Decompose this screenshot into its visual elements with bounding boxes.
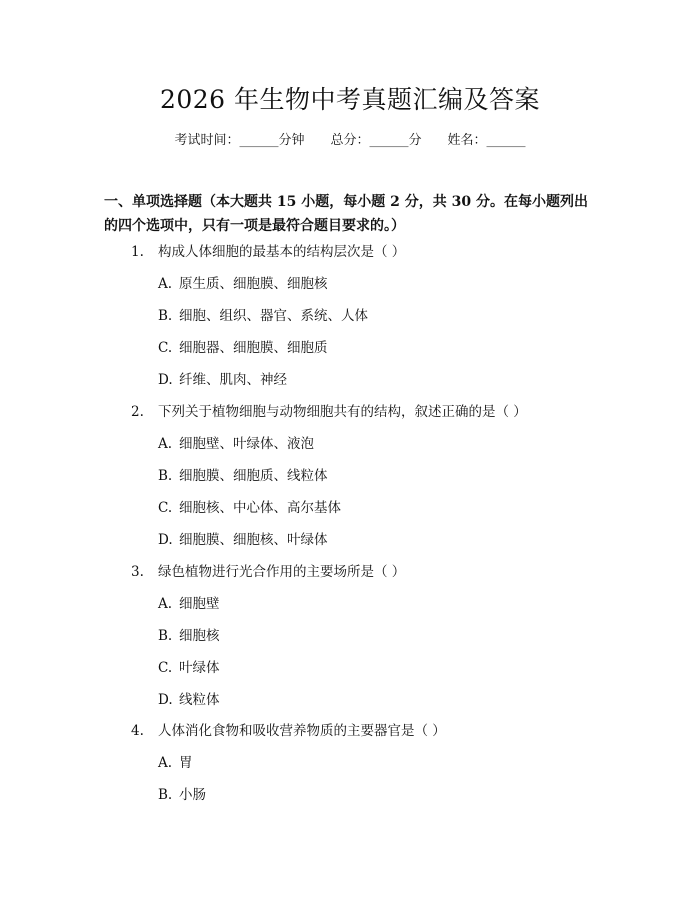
question-2-option-d [158,530,588,550]
question-2-option-c [158,498,588,518]
option-text: 细胞核、中心体、高尔基体 [179,500,341,516]
option-letter: D. [158,372,173,388]
question-number: 3. [131,564,144,580]
question-1-option-b [158,306,588,326]
option-letter: C. [158,340,173,356]
question-number: 1. [131,244,144,260]
name-field: 姓名：______ [447,133,526,148]
question-1 [131,242,591,262]
option-letter: B. [158,308,173,324]
question-4-option-a [158,753,588,773]
exam-time-field: 考试时间：______分钟 [174,133,305,148]
option-letter: D. [158,692,173,708]
option-letter: A. [158,436,173,452]
section-heading: 一、单项选择题（本大题共 15 小题，每小题 2 分，共 30 分。在每小题列出的四个选项中，只有一项是最符合题目要求的。） [104,194,588,234]
question-1-option-d [158,370,588,390]
option-letter: B. [158,468,173,484]
question-1-option-c [158,338,588,358]
option-letter: C. [158,500,173,516]
option-text: 叶绿体 [179,660,220,676]
option-letter: A. [158,755,173,771]
option-text: 细胞器、细胞膜、细胞质 [179,340,328,356]
question-text: 下列关于植物细胞与动物细胞共有的结构，叙述正确的是（ ） [158,404,527,420]
question-number: 4. [131,723,144,739]
option-letter: A. [158,596,173,612]
question-2-option-a [158,434,588,454]
option-text: 线粒体 [179,692,220,708]
page-title: 2026 年生物中考真题汇编及答案 [159,85,541,114]
option-text: 胃 [179,755,193,771]
option-text: 细胞膜、细胞核、叶绿体 [179,532,328,548]
option-letter: B. [158,787,173,803]
question-3-option-a [158,594,588,614]
option-text: 细胞核 [179,628,220,644]
option-letter: D. [158,532,173,548]
option-text: 细胞、组织、器官、系统、人体 [179,308,368,324]
question-3 [131,562,591,582]
question-1-option-a [158,274,588,294]
option-text: 原生质、细胞膜、细胞核 [179,276,328,292]
question-number: 2. [131,404,144,420]
question-2-option-b [158,466,588,486]
question-4 [131,721,591,741]
option-text: 细胞膜、细胞质、线粒体 [179,468,328,484]
question-4-option-b [158,785,588,805]
option-letter: A. [158,276,173,292]
option-letter: B. [158,628,173,644]
total-score-field: 总分：______分 [330,133,422,148]
option-text: 纤维、肌肉、神经 [179,372,287,388]
option-text: 细胞壁、叶绿体、液泡 [179,436,314,452]
question-3-option-d [158,690,588,710]
exam-info-line [0,131,700,151]
question-2 [131,402,591,422]
option-text: 细胞壁 [179,596,220,612]
question-text: 人体消化食物和吸收营养物质的主要器官是（ ） [158,723,446,739]
question-3-option-b [158,626,588,646]
option-letter: C. [158,660,173,676]
question-3-option-c [158,658,588,678]
option-text: 小肠 [179,787,206,803]
question-text: 绿色植物进行光合作用的主要场所是（ ） [158,564,406,580]
question-text: 构成人体细胞的最基本的结构层次是（ ） [158,244,406,260]
